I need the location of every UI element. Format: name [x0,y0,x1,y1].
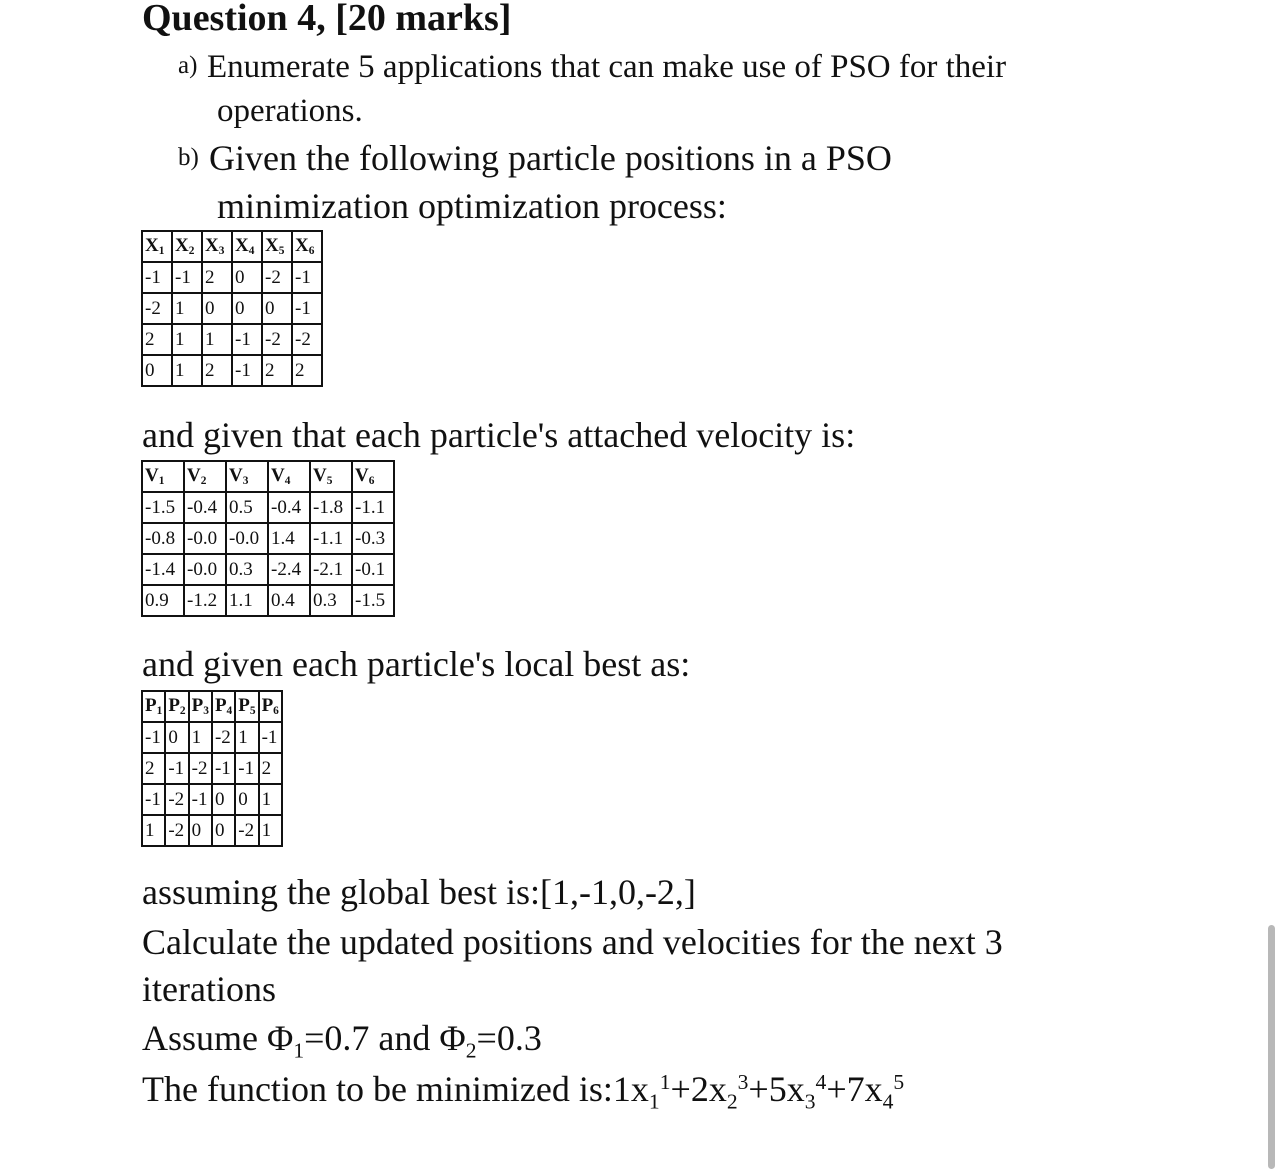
table-cell: 1 [235,722,258,753]
table-cell: -1 [232,324,262,355]
table-header-cell: $P_2$ [165,691,188,722]
table-header-cell: $P_1$ [142,691,165,722]
table-cell: -1 [292,293,322,324]
function-term-exponent: 4 [815,1070,827,1095]
table-header-row [142,231,322,262]
part-a-text-line1: Enumerate 5 applications that can make use of PSO for their [207,49,1007,85]
function-term-subscript: 4 [882,1089,894,1114]
table-row [142,585,394,616]
table-row [142,523,394,554]
function-term-subscript: 2 [726,1089,738,1114]
table-row [142,784,282,815]
function-plus-sign: + [748,1069,769,1109]
table-cell: -1 [235,753,258,784]
table-cell: -0.4 [268,492,310,523]
table-cell: -1 [232,355,262,386]
table-header-cell: $V_5$ [310,461,352,492]
table-cell: 1 [172,355,202,386]
table-row [142,492,394,523]
table-cell: 0 [262,293,292,324]
table-cell: 2 [142,753,165,784]
calculate-line1: Calculate the updated positions and velocities for the next 3 [142,922,1003,962]
table-cell: -2.4 [268,554,310,585]
table-cell: -2 [165,784,188,815]
table-cell: 1 [259,784,282,815]
table-cell: 1 [259,815,282,846]
vertical-scrollbar[interactable] [1268,925,1275,1169]
table-cell: -0.0 [226,523,268,554]
table-header-cell: $V_1$ [142,461,184,492]
table-cell: 0 [202,293,232,324]
table-cell: -1.2 [184,585,226,616]
velocity-intro: and given that each particle's attached velocity is: [142,415,856,455]
table-header-cell: $P_5$ [235,691,258,722]
local-best-intro: and given each particle's local best as: [142,644,691,684]
table-cell: -2 [262,262,292,293]
table-header-row [142,461,394,492]
table-row [142,355,322,386]
table-cell: -1 [142,784,165,815]
table-cell: -1 [189,784,212,815]
table-cell: 1 [172,293,202,324]
part-b-label: b) [178,144,199,171]
table-cell: -2 [189,753,212,784]
table-cell: 2 [259,753,282,784]
positions-table [141,230,323,387]
table-cell: -1.5 [142,492,184,523]
table-cell: 0 [232,293,262,324]
table-row [142,262,322,293]
table-header-cell: $P_6$ [259,691,282,722]
table-cell: -1.4 [142,554,184,585]
table-cell: -1.1 [310,523,352,554]
table-cell: 0 [232,262,262,293]
function-term-exponent: 3 [737,1070,749,1095]
table-cell: -1.1 [352,492,394,523]
table-cell: 0 [212,784,235,815]
table-cell: -1.8 [310,492,352,523]
table-cell: -0.3 [352,523,394,554]
table-row [142,293,322,324]
table-cell: -0.0 [184,523,226,554]
table-cell: -2 [292,324,322,355]
table-header-cell: $X_3$ [202,231,232,262]
table-cell: 1.4 [268,523,310,554]
table-cell: 2 [292,355,322,386]
table-cell: -1 [142,262,172,293]
function-plus-sign: + [826,1069,847,1109]
table-cell: -1.5 [352,585,394,616]
part-b-text-line1: Given the following particle positions in a PSO [209,138,892,178]
table-cell: 0.4 [268,585,310,616]
table-cell: 0.3 [310,585,352,616]
function-plus-sign: + [670,1069,691,1109]
table-header-cell: $X_6$ [292,231,322,262]
table-cell: 2 [202,262,232,293]
table-cell: -1 [259,722,282,753]
table-cell: 1 [189,722,212,753]
table-header-cell: $X_5$ [262,231,292,262]
table-row [142,324,322,355]
table-cell: 0 [189,815,212,846]
table-cell: -2 [165,815,188,846]
table-row [142,722,282,753]
function-term-coefficient: 1x [612,1069,649,1109]
table-cell: -1 [165,753,188,784]
velocity-table [141,460,395,617]
table-cell: -1 [212,753,235,784]
table-cell: -2 [235,815,258,846]
table-cell: 1 [142,815,165,846]
table-cell: 0 [212,815,235,846]
objective-function-line: The function to be minimized $is:1x_1^1+2x_2^3+5x_3^4+7x_4^5$ [142,1069,905,1114]
table-row [142,815,282,846]
table-row [142,554,394,585]
table-cell: -0.4 [184,492,226,523]
table-cell: -1 [292,262,322,293]
table-cell: 1.1 [226,585,268,616]
table-cell: 0 [165,722,188,753]
table-cell: -2 [142,293,172,324]
function-term-subscript: 1 [648,1089,660,1114]
function-term-coefficient: 5x [768,1069,805,1109]
table-cell: 2 [202,355,232,386]
table-cell: -0.1 [352,554,394,585]
table-cell: -1 [142,722,165,753]
table-cell: 0 [235,784,258,815]
part-a-text-line2: operations. [217,93,363,129]
table-cell: 2 [262,355,292,386]
table-cell: 1 [202,324,232,355]
part-a-label: a) [178,52,198,79]
table-header-cell: $X_1$ [142,231,172,262]
function-term-subscript: 3 [804,1089,816,1114]
assume-phi-line: Assume $\Phi_1=0.7$ and $\Phi_2=0.3$ [142,1018,542,1063]
table-header-cell: $V_6$ [352,461,394,492]
table-header-cell: $P_4$ [212,691,235,722]
table-cell: -0.0 [184,554,226,585]
function-term-coefficient: 7x [846,1069,883,1109]
function-term-exponent: 1 [659,1070,671,1095]
table-cell: 0.9 [142,585,184,616]
table-row [142,753,282,784]
table-cell: -2.1 [310,554,352,585]
table-cell: 0.5 [226,492,268,523]
table-cell: 0.3 [226,554,268,585]
function-terms [612,1069,905,1114]
table-header-cell: $V_2$ [184,461,226,492]
table-cell: -0.8 [142,523,184,554]
global-best-text: assuming the global best is:[1,-1,0,-2,] [142,872,696,912]
table-cell: -2 [262,324,292,355]
table-cell: -2 [212,722,235,753]
local-best-table [141,690,283,847]
function-term-coefficient: 2x [690,1069,727,1109]
table-cell: 1 [172,324,202,355]
function-term-exponent: 5 [893,1070,905,1095]
table-header-cell: $X_2$ [172,231,202,262]
table-header-row [142,691,282,722]
calculate-line2: iterations [142,969,276,1009]
table-header-cell: $X_4$ [232,231,262,262]
table-cell: 2 [142,324,172,355]
table-cell: -1 [172,262,202,293]
part-b-text-line2: minimization optimization process: [217,186,727,226]
question-title: Question 4, [20 marks] [142,0,512,39]
table-header-cell: $V_3$ [226,461,268,492]
table-cell: 0 [142,355,172,386]
table-header-cell: $V_4$ [268,461,310,492]
table-header-cell: $P_3$ [189,691,212,722]
